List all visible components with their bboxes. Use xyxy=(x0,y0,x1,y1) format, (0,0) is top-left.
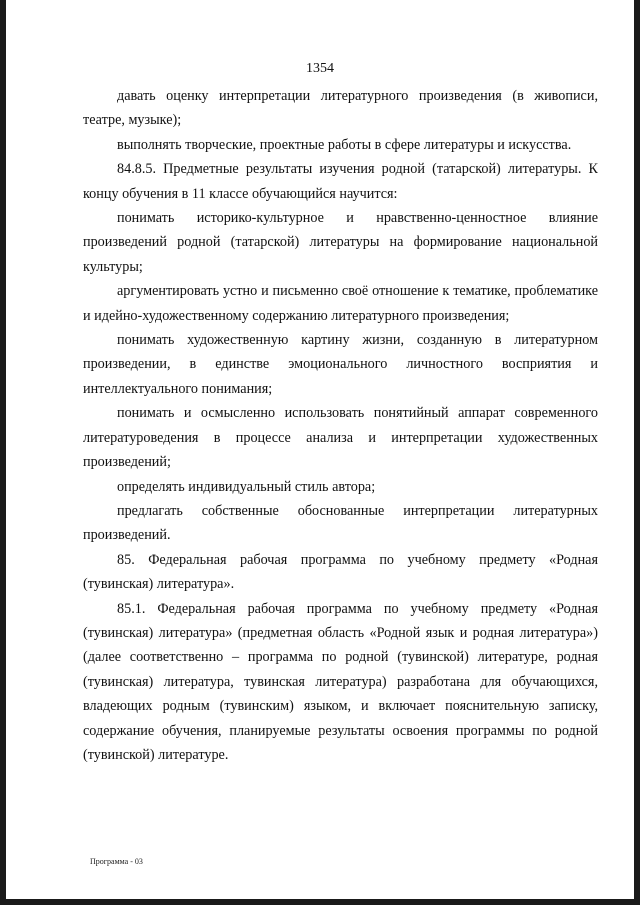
paragraph: давать оценку интерпретации литературного произведения (в живописи, театре, музыке); xyxy=(83,88,598,129)
paragraph: предлагать собственные обоснованные интерпретации литературных произведений. xyxy=(83,502,598,544)
paragraph: 85. Федеральная рабочая программа по учебному предмету «Родная (тувинская) литература». xyxy=(83,551,598,593)
paragraph: выполнять творческие, проектные работы в сфере литературы и искусства. xyxy=(117,136,572,153)
paragraph: 85.1. Федеральная рабочая программа по учебному предмету «Родная (тувинская) литература» (предметная область «Родной язык и родная литература») (далее соответственно – программа по родной (тувинской) литературе, родная (тувинская) литература, тувинская литература) разработана для обучающихся, владеющих родным (тувинским) языком, и включает пояснительную записку, содержание обучения, планируемые результаты освоения программы по родной (тувинской) литературе. xyxy=(83,600,598,763)
page-number: 1354 xyxy=(306,61,334,76)
footer-label: Программа - 03 xyxy=(90,857,143,866)
paragraph: понимать и осмысленно использовать понятийный аппарат современного литературоведения в процессе анализа и интерпретации художественных произведений; xyxy=(83,405,598,471)
paragraph: 84.8.5. Предметные результаты изучения родной (татарской) литературы. К концу обучения в 11 классе обучающийся научится: xyxy=(83,161,598,202)
paragraph: понимать художественную картину жизни, созданную в литературном произведении, в единстве эмоционального личностного восприятия и интеллектуального понимания; xyxy=(83,332,598,397)
paragraph: понимать историко-культурное и нравственно-ценностное влияние произведений родной (татарской) литературы на формирование национальной культуры; xyxy=(83,210,598,275)
scan-edge-bottom xyxy=(0,899,640,905)
paragraph: определять индивидуальный стиль автора; xyxy=(117,478,376,495)
scan-edge-left xyxy=(0,0,6,905)
document-body xyxy=(83,84,598,767)
scan-edge-right xyxy=(634,0,640,905)
paragraph: аргументировать устно и письменно своё отношение к тематике, проблематике и идейно-художественному содержанию литературного произведения; xyxy=(83,283,598,324)
